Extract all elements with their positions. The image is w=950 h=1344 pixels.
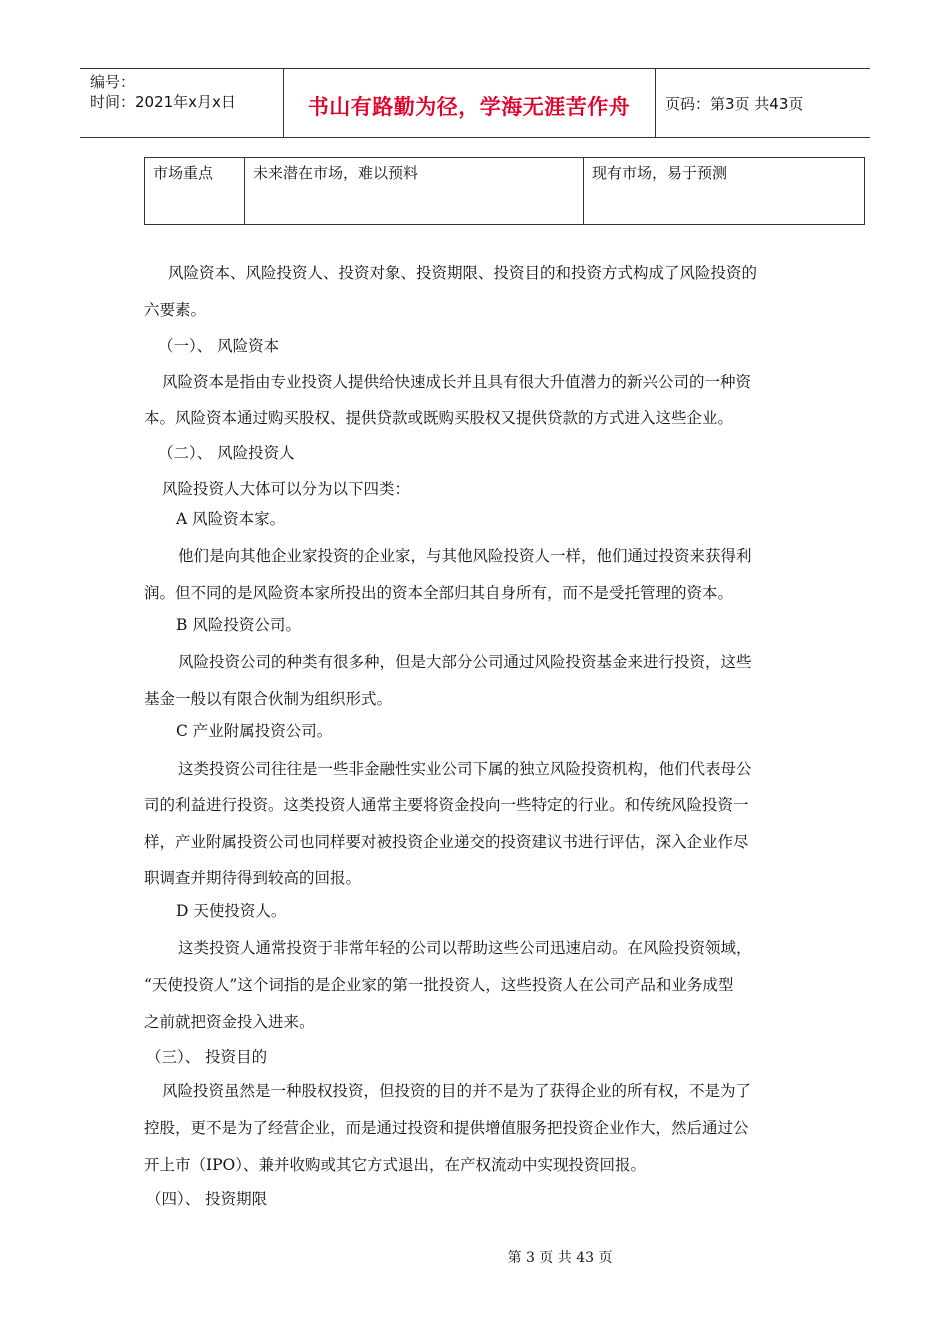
comparison-table [144,157,865,225]
paragraph-line: 控股，更不是为了经营企业，而是通过投资和提供增值服务把投资企业作大，然后通过公 [144,1119,749,1137]
document-time-label: 时间：2021年x月x日 [90,93,236,111]
header-page-cell [656,69,870,137]
list-heading: D 天使投资人。 [176,902,287,920]
table-cell: 市场重点 [145,158,245,225]
section-heading: （二）、 风险投资人 [158,444,295,462]
paragraph-line: 风险投资虽然是一种股权投资，但投资的目的并不是为了获得企业的所有权，不是为了 [162,1082,752,1100]
section-heading: （一）、 风险资本 [158,337,280,355]
paragraph-line: 本。风险资本通过购买股权、提供贷款或既购买股权又提供贷款的方式进入这些企业。 [144,409,734,427]
paragraph-line: 风险资本是指由专业投资人提供给快速成长并且具有很大升值潜力的新兴公司的一种资 [162,373,752,391]
paragraph-line: 六要素。 [144,301,207,319]
paragraph-line: 风险投资公司的种类有很多种，但是大部分公司通过风险投资基金来进行投资，这些 [178,653,752,671]
page-header [80,68,870,138]
paragraph-line: 这类投资公司往往是一些非金融性实业公司下属的独立风险投资机构，他们代表母公 [178,760,752,778]
section-heading: （四）、 投资期限 [146,1190,268,1208]
list-heading: B 风险投资公司。 [176,616,301,634]
paragraph-line: 他们是向其他企业家投资的企业家，与其他风险投资人一样，他们通过投资来获得利 [178,547,752,565]
list-heading: C 产业附属投资公司。 [176,722,333,740]
paragraph-line: 司的利益进行投资。这类投资人通常主要将资金投向一些特定的行业。和传统风险投资一 [144,796,749,814]
header-page-info: 页码：第3页 共43页 [665,95,804,113]
document-number-label: 编号： [90,73,136,91]
header-meta-cell [80,69,284,137]
header-motto: 书山有路勤为径，学海无涯苦作舟 [307,95,631,119]
paragraph-line: 职调查并期待得到较高的回报。 [144,869,362,887]
paragraph-line: 风险资本、风险投资人、投资对象、投资期限、投资目的和投资方式构成了风险投资的 [168,264,758,282]
table-cell: 现有市场，易于预测 [584,158,865,225]
header-motto-cell [283,69,656,137]
paragraph-line: “天使投资人”这个词指的是企业家的第一批投资人，这些投资人在公司产品和业务成型 [144,976,734,994]
paragraph-line: 风险投资人大体可以分为以下四类： [162,480,411,498]
paragraph-line: 之前就把资金投入进来。 [144,1013,315,1031]
page-footer: 第 3 页 共 43 页 [507,1250,613,1266]
table-row [145,158,865,225]
table-cell: 未来潜在市场，难以预料 [245,158,584,225]
paragraph-line: 润。但不同的是风险资本家所投出的资本全部归其自身所有，而不是受托管理的资本。 [144,584,734,602]
paragraph-line: 样，产业附属投资公司也同样要对被投资企业递交的投资建议书进行评估，深入企业作尽 [144,833,749,851]
list-heading: A 风险资本家。 [176,510,286,528]
paragraph-line: 基金一般以有限合伙制为组织形式。 [144,690,393,708]
paragraph-line: 开上市（IPO）、兼并收购或其它方式退出，在产权流动中实现投资回报。 [144,1156,647,1174]
section-heading: （三）、 投资目的 [146,1048,268,1066]
paragraph-line: 这类投资人通常投资于非常年轻的公司以帮助这些公司迅速启动。在风险投资领域， [178,939,752,957]
